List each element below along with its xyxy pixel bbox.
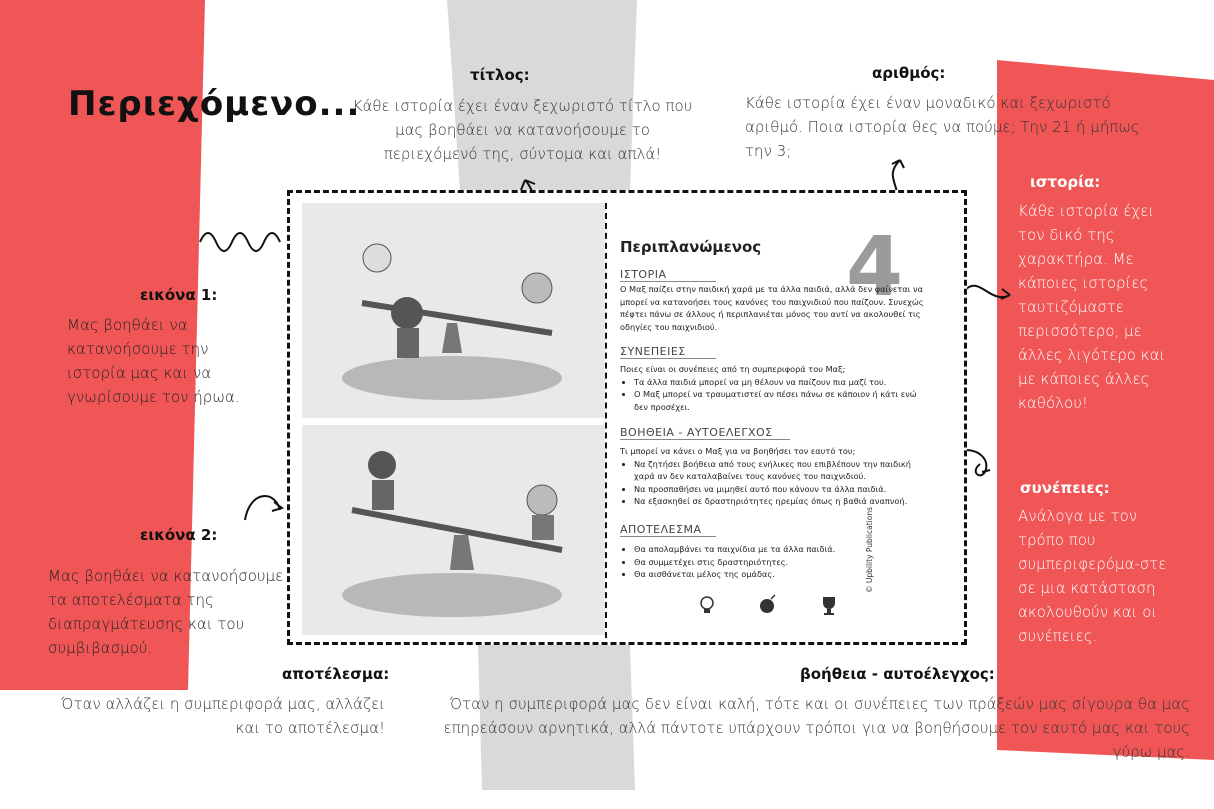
- bomb-icon: [760, 595, 775, 613]
- illustration-2: [302, 425, 605, 635]
- synepeies-item: • Ο Μαξ μπορεί να τραυματιστεί αν πέσει πάνω σε κάποιον ή κάτι ενώ δεν προσέχει.: [634, 388, 925, 413]
- synepeies-heading: ΣΥΝΕΠΕΙΕΣ: [620, 345, 716, 359]
- titlos-text: Κάθε ιστορία έχει έναν ξεχωριστό τίτλο που μας βοηθάει να κατανοήσουμε το περιεχόμενό της, σύντομα και απλά!: [352, 97, 693, 163]
- card-divider: [605, 203, 607, 638]
- apotelesma-label: αποτέλεσμα:: [282, 665, 390, 683]
- apotelesma-body: [620, 543, 925, 581]
- arithmos-text: Κάθε ιστορία έχει έναν μοναδικό και ξεχωριστό αριθμό. Ποια ιστορία θες να πούμε; Την 21 ή μήπως την 3;: [745, 94, 1140, 160]
- arithmos-label: αριθμός:: [872, 64, 946, 82]
- eikona2-text: Μας βοηθάει να κατανοήσουμε τα αποτελέσματα της διαπραγμάτευσης και του συμβιβασμού.: [48, 567, 284, 657]
- voitheia-label: βοήθεια - αυτοέλεγχος:: [800, 665, 995, 683]
- squiggle-arrow-istoria: [960, 270, 1020, 310]
- eikona1-label: εικόνα 1:: [140, 286, 218, 304]
- story-card: [287, 190, 967, 645]
- seesaw-illustration-2: [302, 425, 605, 635]
- synepeies-text: Ανάλογα με τον τρόπο που συμπεριφερόμα-στε σε μια κατάσταση ακολουθούν και οι συνέπειες.: [1018, 507, 1167, 645]
- istoria-text: Κάθε ιστορία έχει τον δικό της χαρακτήρα. Με κάποιες ιστορίες ταυτιζόμαστε περισσότερο, με άλλες λιγότερο και με κάποιες άλλες καθόλου!: [1018, 202, 1166, 412]
- apotelesma-heading: ΑΠΟΤΕΛΕΣΜΑ: [620, 523, 716, 537]
- voitheia-text: Όταν η συμπεριφορά μας δεν είναι καλή, τότε και οι συνέπειες των πράξεών μας σίγουρα θα μας επηρεάσουν αρνητικά, αλλά πάντοτε υπάρχουν τρόποι για να βοηθήσουμε τον εαυτό μας και τους γύρω μας.: [443, 695, 1190, 761]
- squiggle-arrow-synepeies: [960, 440, 1010, 480]
- istoria-body: Ο Μαξ παίζει στην παιδική χαρά με τα άλλα παιδιά, αλλά δεν φαίνεται να μπορεί να κατανοήσει τους κανόνες του παιχνιδιού που παίζουν. Συνεχώς πέφτει πάνω σε άλλους ή περιπλανιέται μόνος του αντί να ακολουθεί τις οδηγίες του παιχνιδιού.: [620, 284, 924, 332]
- synepeies-intro: Ποιες είναι οι συνέπειες από τη συμπεριφορά του Μαξ;: [620, 364, 846, 374]
- page-title: Περιεχόμενο...: [68, 84, 361, 124]
- seesaw-illustration-1: [302, 203, 605, 418]
- lightbulb-icon: [701, 597, 713, 613]
- voitheia-heading: ΒΟΗΘΕΙΑ - ΑΥΤΟΕΛΕΓΧΟΣ: [620, 426, 790, 440]
- copyright: © Upbility Publications: [865, 507, 874, 593]
- titlos-label: τίτλος:: [470, 66, 530, 84]
- istoria-heading: ΙΣΤΟΡΙΑ: [620, 268, 716, 282]
- eikona1-text: Μας βοηθάει να κατανοήσουμε την ιστορία μας και να γνωρίσουμε τον ήρωα.: [67, 316, 240, 406]
- apotelesma-item: • Θα συμμετέχει στις δραστηριότητες.: [634, 556, 925, 569]
- eikona2-label: εικόνα 2:: [140, 526, 218, 544]
- card-title: Περιπλανώμενος: [620, 238, 762, 256]
- voitheia-item: • Να εξασκηθεί σε δραστηριότητες ηρεμίας όπως η βαθιά αναπνοή.: [634, 495, 925, 508]
- illustration-1: [302, 203, 605, 418]
- trophy-icon: [823, 597, 835, 615]
- voitheia-intro: Τι μπορεί να κάνει ο Μαξ για να βοηθήσει τον εαυτό του;: [620, 446, 856, 456]
- voitheia-body: [620, 445, 925, 508]
- synepeies-label: συνέπειες:: [1020, 479, 1110, 497]
- squiggle-arrow-left-2: [240, 490, 290, 530]
- synepeies-body: [620, 363, 925, 413]
- istoria-label: ιστορία:: [1030, 173, 1101, 191]
- apotelesma-item: • Θα απολαμβάνει τα παιχνίδια με τα άλλα παιδιά.: [634, 543, 925, 556]
- voitheia-item: • Να προσπαθήσει να μιμηθεί αυτό που κάνουν τα άλλα παιδιά.: [634, 483, 925, 496]
- synepeies-item: • Τα άλλα παιδιά μπορεί να μη θέλουν να παίζουν πια μαζί του.: [634, 376, 925, 389]
- apotelesma-item: • Θα αισθάνεται μέλος της ομάδας.: [634, 568, 925, 581]
- squiggle-arrow-left-1: [195, 222, 285, 272]
- card-icons: [695, 593, 855, 617]
- card-number: 4: [846, 220, 904, 315]
- apotelesma-text: Όταν αλλάζει η συμπεριφορά μας, αλλάζει και το αποτέλεσμα!: [61, 695, 385, 737]
- voitheia-item: • Να ζητήσει βοήθεια από τους ενήλικες που επιβλέπουν την παιδική χαρά αν δεν καταλαβαίνει τους κανόνες του παιχνιδιού.: [634, 458, 925, 483]
